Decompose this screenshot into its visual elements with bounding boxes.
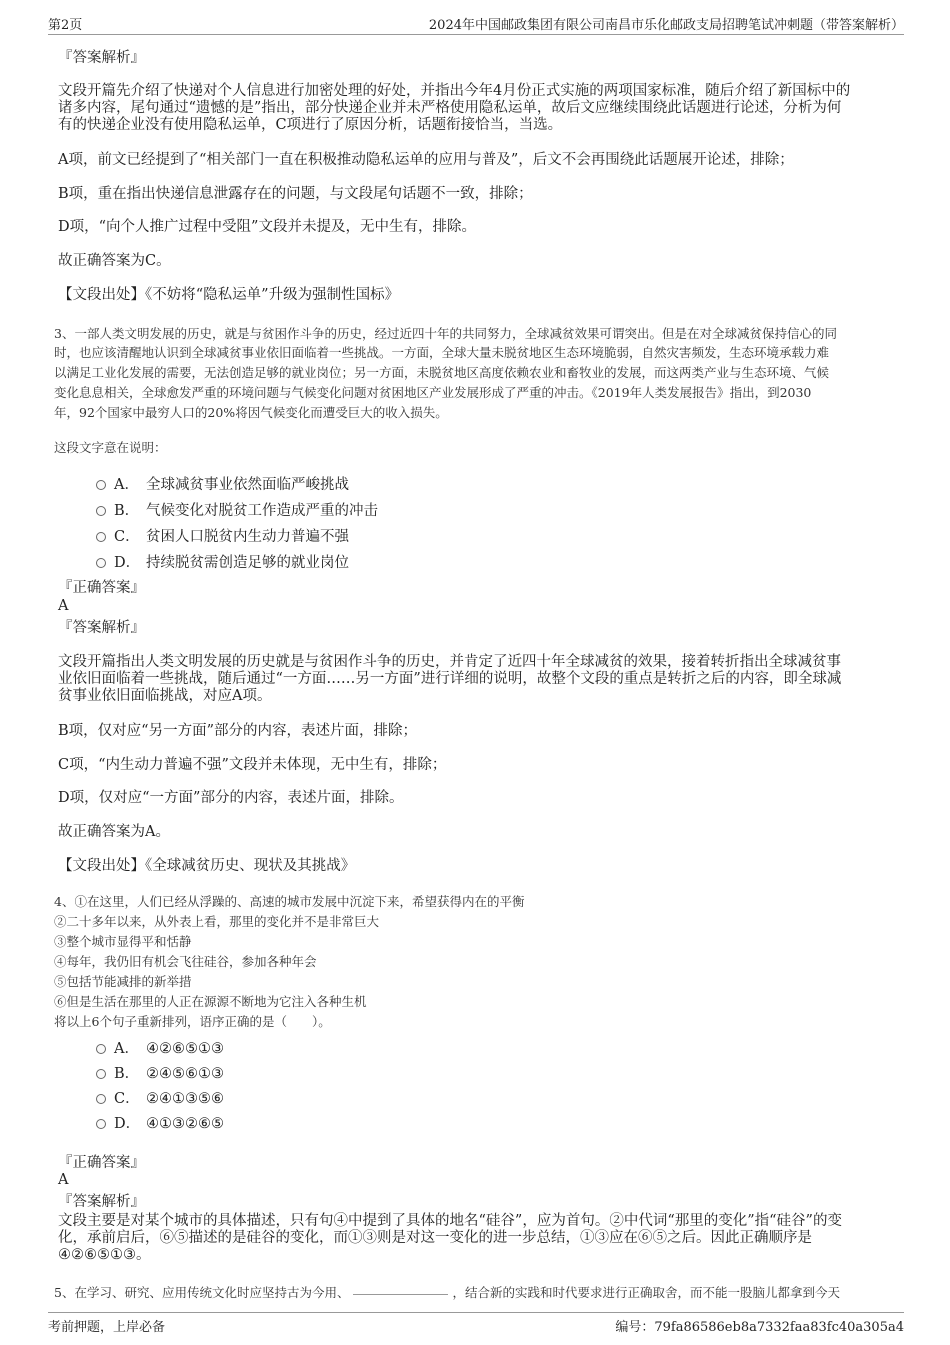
q5-stem [54,1284,840,1301]
q4-analysis-line: ④②⑥⑤①③。 [58,1247,151,1263]
q4-sentence: ③整个城市显得平和恬静 [54,934,192,949]
q4-option-d[interactable]: D． ④①③②⑥⑤ [96,1112,224,1133]
document-id: 编号：79fa86586eb8a7332faa83fc40a305a4 [615,1320,904,1335]
q4-option-c[interactable]: C． ②④①③⑤⑥ [96,1087,224,1108]
q3-source: 【文段出处】《全球减贫历史、现状及其挑战》 [58,858,356,874]
q4-analysis-label: 『答案解析』 [58,1194,145,1210]
q3-analysis-label: 『答案解析』 [58,620,145,636]
page-number: 第2页 [48,18,83,33]
q4-sentence: ⑤包括节能减排的新举措 [54,974,192,989]
q2-analysis-line: 有的快递企业没有使用隐私运单，C项进行了原因分析，话题衔接恰当，当选。 [58,117,563,133]
q2-option-d-analysis: D项，“向个人推广过程中受阻”文段并未提及，无中生有，排除。 [58,219,476,235]
q2-source: 【文段出处】《不妨将“隐私运单”升级为强制性国标》 [58,287,400,303]
fill-blank [353,1293,448,1295]
radio-icon[interactable] [96,480,106,490]
q3-stem-line: 时，也应该清醒地认识到全球减贫事业依旧面临着一些挑战。一方面，全球大量未脱贫地区生态环境脆弱，自然灾害频发，生态环境承载力难 [54,345,830,360]
q4-analysis-line: 文段主要是对某个城市的具体描述，只有句④中提到了具体的地名“硅谷”，应为首句。②中代词“那里的变化”指“硅谷”的变 [58,1213,842,1229]
radio-icon[interactable] [96,558,106,568]
q3-stem-line: 年，92个国家中最穷人口的20%将因气候变化而遭受巨大的收入损失。 [54,405,448,420]
radio-icon[interactable] [96,506,106,516]
q3-analysis-line: 业依旧面临着一些挑战，随后通过“一方面……另一方面”进行详细的说明，故整个文段的重点是转折之后的内容，即全球减 [58,671,842,687]
q2-option-a-analysis: A项，前文已经提到了“相关部门一直在积极推动隐私运单的应用与普及”，后文不会再围绕此话题展开论述，排除； [58,152,794,168]
q3-stem-line: 3、一部人类文明发展的历史，就是与贫困作斗争的历史，经过近四十年的共同努力，全球减贫效果可谓突出。但是在对全球减贫保持信心的同 [54,326,837,341]
q3-option-d-analysis: D项，仅对应“一方面”部分的内容，表述片面，排除。 [58,790,404,806]
radio-icon[interactable] [96,1069,106,1079]
q3-analysis-line: 文段开篇指出人类文明发展的历史就是与贫困作斗争的历史，并肯定了近四十年全球减贫的效果，接着转折指出全球减贫事 [58,654,841,670]
q5-stem-after: ，结合新的实践和时代要求进行正确取舍，而不能一股脑儿都拿到今天 [452,1285,840,1300]
q2-option-b-analysis: B项，重在指出快递信息泄露存在的问题，与文段尾句话题不一致，排除； [58,186,533,202]
q4-analysis-line: 化，承前启后，⑥⑤描述的是硅谷的变化，而①③则是对这一变化的进一步总结，①③应在⑥⑤之后。因此正确顺序是 [58,1230,812,1246]
q3-option-a[interactable]: A． 全球减贫事业依然面临严峻挑战 [96,473,349,494]
footer-slogan: 考前押题，上岸必备 [48,1320,166,1335]
q3-question: 这段文字意在说明： [54,440,167,455]
q2-analysis-label: 『答案解析』 [58,50,145,66]
q3-option-b[interactable]: B． 气候变化对脱贫工作造成严重的冲击 [96,499,378,520]
q2-analysis-line: 诸多内容，尾句通过“遗憾的是”指出，部分快递企业并未严格使用隐私运单，故后文应继续围绕此话题进行论述，分析为何 [58,100,842,116]
q4-sentence: 4、①在这里，人们已经从浮躁的、高速的城市发展中沉淀下来，希望获得内在的平衡 [54,894,525,909]
q3-option-d[interactable]: D． 持续脱贫需创造足够的就业岗位 [96,551,349,572]
q5-stem-before: 5、在学习、研究、应用传统文化时应坚持古为今用、 [54,1285,350,1300]
page-header [48,12,904,35]
q3-option-c-analysis: C项，“内生动力普遍不强”文段并未体现，无中生有，排除； [58,757,447,773]
q3-stem-line: 变化息息相关，全球愈发严重的环境问题与气候变化问题对贫困地区产业发展形成了严重的冲击。《2019年人类发展报告》指出，到2030 [54,385,812,400]
q4-question: 将以上6个句子重新排列，语序正确的是（ ）。 [54,1014,331,1029]
radio-icon[interactable] [96,1044,106,1054]
q3-analysis-line: 贫事业依旧面临挑战，对应A项。 [58,688,272,704]
q4-answer-label: 『正确答案』 [58,1155,145,1171]
q3-option-c[interactable]: C． 贫困人口脱贫内生动力普遍不强 [96,525,349,546]
q4-option-b[interactable]: B． ②④⑤⑥①③ [96,1062,224,1083]
page-footer [48,1312,904,1335]
radio-icon[interactable] [96,532,106,542]
radio-icon[interactable] [96,1094,106,1104]
q3-conclusion: 故正确答案为A。 [58,824,170,840]
q4-sentence: ④每年，我仍旧有机会飞往硅谷，参加各种年会 [54,954,317,969]
document-title: 2024年中国邮政集团有限公司南昌市乐化邮政支局招聘笔试冲刺题（带答案解析） [428,18,904,33]
q2-analysis-line: 文段开篇先介绍了快递对个人信息进行加密处理的好处，并指出今年4月份正式实施的两项国家标准，随后介绍了新国标中的 [58,83,851,99]
q4-option-a[interactable]: A． ④②⑥⑤①③ [96,1037,224,1058]
q2-conclusion: 故正确答案为C。 [58,253,171,269]
radio-icon[interactable] [96,1119,106,1129]
q4-answer: A [58,1172,69,1188]
q3-option-b-analysis: B项，仅对应“另一方面”部分的内容，表述片面，排除； [58,723,417,739]
q3-stem-line: 以满足工业化发展的需要，无法创造足够的就业岗位；另一方面，未脱贫地区高度依赖农业和畜牧业的发展，而这两类产业与生态环境、气候 [54,365,830,380]
q4-sentence: ②二十多年以来，从外表上看，那里的变化并不是非常巨大 [54,914,380,929]
q4-sentence: ⑥但是生活在那里的人正在源源不断地为它注入各种生机 [54,994,367,1009]
q3-answer: A [58,598,69,614]
q3-answer-label: 『正确答案』 [58,580,145,596]
